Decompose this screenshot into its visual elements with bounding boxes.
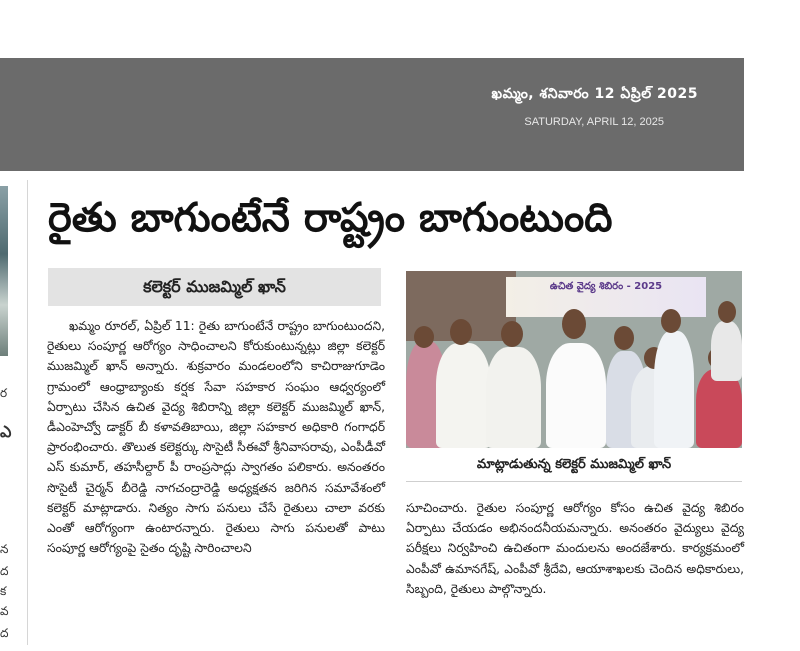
article-body-right	[406, 498, 744, 599]
photo-person-collector	[546, 343, 606, 448]
body-paragraph: ఖమ్మం రూరల్, ఏప్రిల్ 11: రైతు బాగుంటేనే రాష్ట్రం బాగుంటుందని, రైతులు సంపూర్ణ ఆరోగ్యం సాధించాలని కోరుకుంటున్నట్లు జిల్లా కలెక్టర్ ముజమ్మిల్ ఖాన్ అన్నారు. శుక్రవారం మండలంలోని కాచిరాజుగూడెం గ్రామంలో ఆంధ్రాబ్యాంకు కర్షక సేవా సహకార సంఘం ఆధ్వర్యంలో ఏర్పాటు చేసిన ఉచిత వైద్య శిబిరాన్ని జిల్లా కలెక్టర్ ముజమ్మిల్ ఖాన్, డీఎంహెచ్వో డాక్టర్ బీ కళావతిబాయి, జిల్లా సహకార అధికారి గంగాధర్ ప్రారంభించారు. తొలుత కలెక్టర్కు సొసైటీ సీఈవో శ్రీనివాసరావు, ఎంపీడీవో ఎస్ కుమార్, తహసీల్దార్ పీ రాంప్రసాద్లు స్వాగతం పలికారు. అనంతరం సొసైటీ చైర్మన్ బీరెడ్డి నాగచంద్రారెడ్డి అధ్యక్షతన జరిగిన సమావేశంలో కలెక్టర్ మాట్లాడారు. నిత్యం సాగు పనులు చేసే రైతులు చాలా వరకు ఎంతో ఆరోగ్యంగా ఉంటారన్నారు. రైతులు సాగు పనులతో పాటు సంపూర్ణ ఆరోగ్యంపై సైతం దృష్టి సారించాలని	[47, 319, 385, 556]
photo-person	[654, 331, 694, 448]
strip-char: ద	[0, 626, 9, 640]
column-divider	[27, 180, 28, 645]
photo-banner: ఉచిత వైద్య శిబిరం - 2025	[506, 277, 706, 317]
strip-char: ఎ	[0, 422, 12, 441]
photo-person	[486, 347, 541, 448]
photo-person-head	[562, 309, 586, 339]
photo-person	[436, 343, 491, 448]
body-paragraph: సూచించారు. రైతుల సంపూర్ణ ఆరోగ్యం కోసం ఉచిత వైద్య శిబిరం ఏర్పాటు చేయడం అభినందనీయమన్నారు. అనంతరం వైద్యులు వైద్య పరీక్షలు నిర్వహించి ఉచితంగా మందులను అందజేశారు. కార్యక్రమంలో ఎంపీవో ఉమానగేష్, ఎంపీవో శ్రీదేవి, ఆయాశాఖలకు చెందిన అధికారులు, సిబ్బంది, రైతులు పాల్గొన్నారు.	[406, 501, 744, 596]
strip-char: వ	[0, 604, 9, 618]
photo-person	[711, 321, 742, 381]
article-photo	[406, 271, 742, 448]
photo-person-head	[661, 309, 681, 333]
adjacent-photo-fragment	[0, 186, 8, 356]
adjacent-column-strip	[0, 186, 12, 651]
strip-char: ద	[0, 564, 9, 578]
masthead-bar	[0, 58, 744, 171]
dateline-telugu: ఖమ్మం, శనివారం 12 ఏప్రిల్ 2025	[491, 86, 698, 102]
photo-person-head	[414, 326, 434, 348]
dateline-english: SATURDAY, APRIL 12, 2025	[524, 116, 664, 128]
article-body-left	[47, 316, 385, 558]
strip-char: క	[0, 584, 7, 598]
photo-caption: మాట్లాడుతున్న కలెక్టర్ ముజమ్మిల్ ఖాన్	[406, 449, 742, 482]
strip-char: ర	[0, 386, 8, 400]
photo-person-head	[450, 319, 472, 345]
article-headline: రైతు బాగుంటేనే రాష్ట్రం బాగుంటుంది	[48, 195, 613, 241]
photo-person-head	[501, 321, 523, 347]
article-subhead: కలెక్టర్ ముజమ్మిల్ ఖాన్	[48, 268, 381, 306]
strip-char: న	[0, 542, 9, 556]
photo-person-head	[614, 326, 634, 350]
photo-person-head	[718, 301, 736, 323]
